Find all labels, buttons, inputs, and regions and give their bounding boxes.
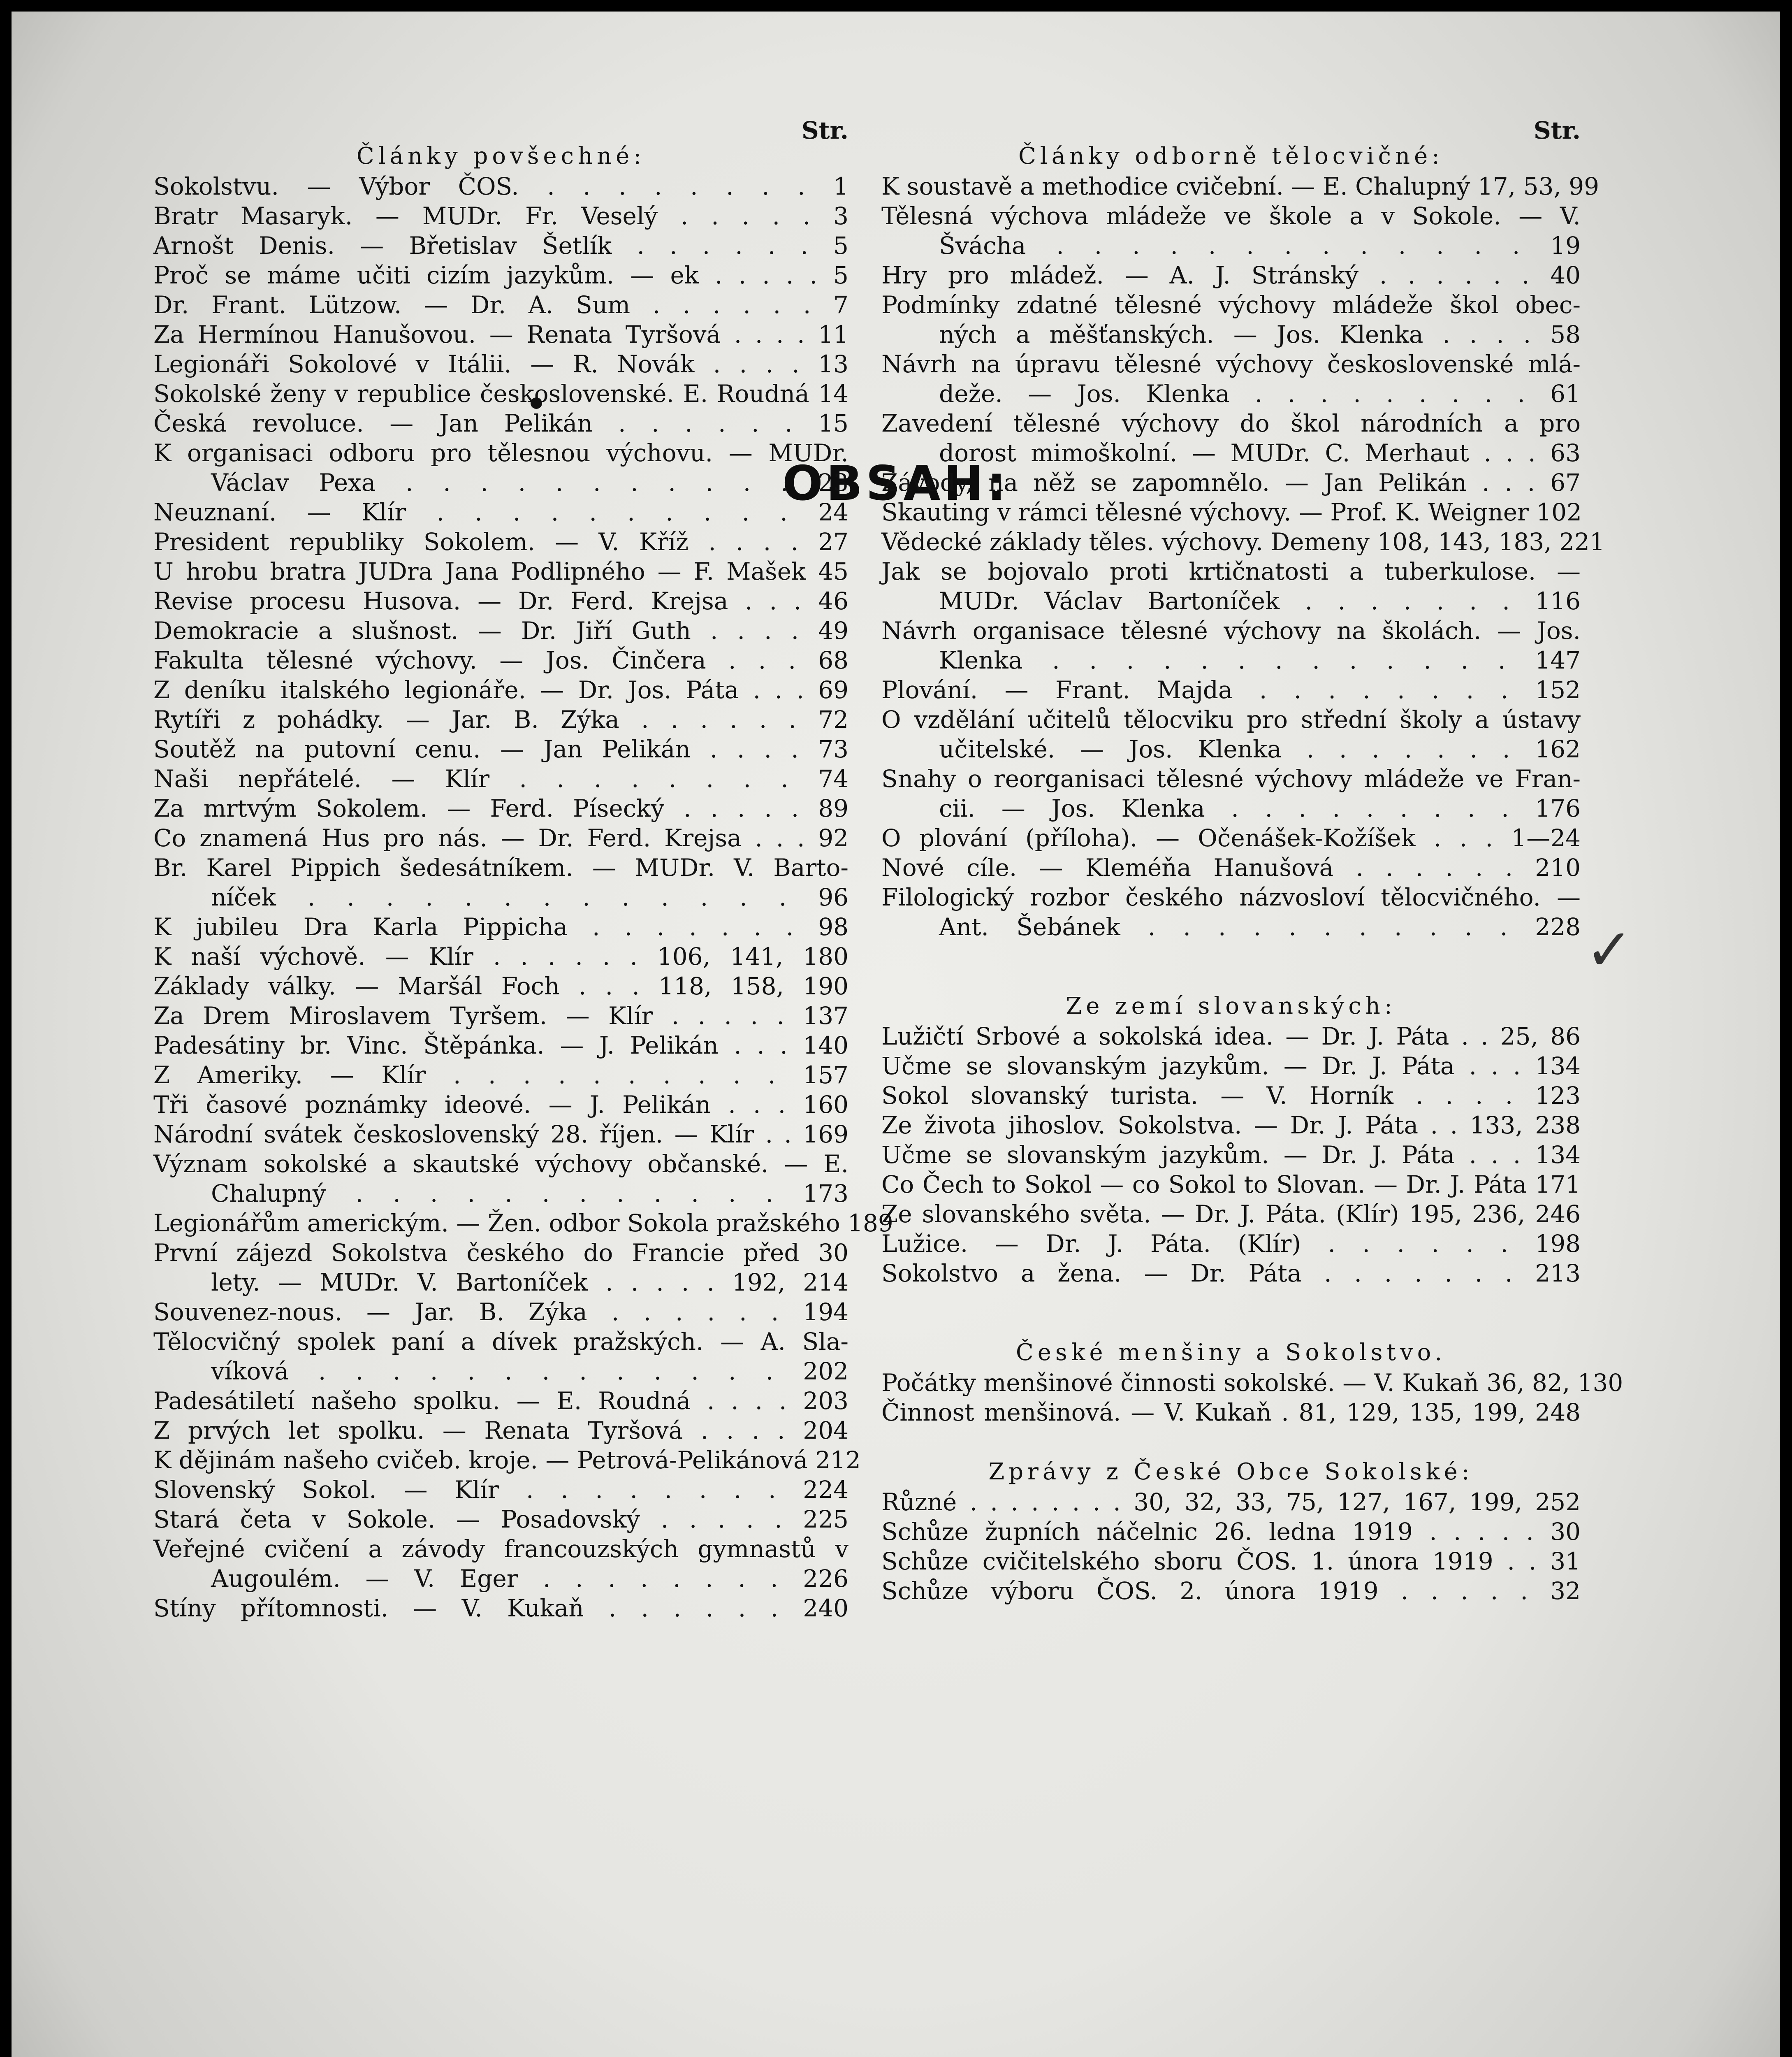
toc-entry: Tělocvičný spolek paní a dívek pražských. — A. Sla- <box>153 1328 848 1356</box>
toc-entry: President republiky Sokolem. — V. Kříž . . . . 27 <box>153 528 848 556</box>
toc-entry: Stará četa v Sokole. — Posadovský . . . . . 225 <box>153 1505 848 1533</box>
toc-entry: Sokolstvo a žena. — Dr. Páta . . . . . . . 213 <box>881 1259 1581 1287</box>
toc-entry: Demokracie a slušnost. — Dr. Jiří Guth . . . . 49 <box>153 617 848 645</box>
toc-entry: Sokolstvu. — Výbor ČOS. . . . . . . . . 1 <box>153 172 848 200</box>
toc-entry: Podmínky zdatné tělesné výchovy mládeže škol obec- <box>881 291 1581 319</box>
toc-entry: Naši nepřátelé. — Klír . . . . . . . . 74 <box>153 765 848 793</box>
toc-entry-continued: Chalupný . . . . . . . . . . . . 173 <box>211 1179 848 1207</box>
toc-entry: Co znamená Hus pro nás. — Dr. Ferd. Krejsa . . . 92 <box>153 824 848 852</box>
toc-list-slavic <box>881 1022 1581 1288</box>
toc-entry: Za Hermínou Hanušovou. — Renata Tyršová . . . . 11 <box>153 320 848 348</box>
toc-entry: K naší výchově. — Klír . . . . . . 106, 141, 180 <box>153 943 848 970</box>
toc-entry: Souvenez-nous. — Jar. B. Zýka . . . . . . 194 <box>153 1298 848 1326</box>
toc-entry: Učme se slovanským jazykům. — Dr. J. Páta . . . 134 <box>881 1141 1581 1169</box>
toc-entry: Rytíři z pohádky. — Jar. B. Zýka . . . . . . 72 <box>153 706 848 734</box>
toc-entry: Revise procesu Husova. — Dr. Ferd. Krejsa . . . 46 <box>153 587 848 615</box>
toc-entry-continued: Klenka . . . . . . . . . . . . . 147 <box>939 646 1581 674</box>
toc-entry: Dr. Frant. Lützow. — Dr. A. Sum . . . . . . 7 <box>153 291 848 319</box>
toc-entry-continued: ných a měšťanských. — Jos. Klenka . . . . 58 <box>939 320 1581 348</box>
toc-entry: Za mrtvým Sokolem. — Ferd. Písecký . . . . . 89 <box>153 794 848 822</box>
toc-entry: Slovenský Sokol. — Klír . . . . . . . . 224 <box>153 1476 848 1504</box>
toc-entry: Návrh organisace tělesné výchovy na školách. — Jos. <box>881 617 1581 645</box>
toc-entry-continued: Švácha . . . . . . . . . . . . . 19 <box>939 232 1581 260</box>
toc-entry: Za Drem Miroslavem Tyršem. — Klír . . . . . 137 <box>153 1002 848 1030</box>
toc-entry: Stíny přítomnosti. — V. Kukaň . . . . . . 240 <box>153 1594 848 1622</box>
toc-entry: Legionáři Sokolové v Itálii. — R. Novák . . . . 13 <box>153 350 848 378</box>
toc-entry: Bratr Masaryk. — MUDr. Fr. Veselý . . . . . 3 <box>153 202 848 230</box>
toc-list-minorities <box>881 1368 1623 1427</box>
toc-entry: První zájezd Sokolstva českého do Francie před 30 <box>153 1239 848 1267</box>
section-heading: České menšiny a Sokolstvo. <box>1015 1339 1447 1366</box>
right-column <box>881 12 1623 1606</box>
toc-entry: Snahy o reorganisaci tělesné výchovy mládeže ve Fran- <box>881 765 1581 793</box>
toc-entry: K soustavě a methodice cvičební. — E. Chalupný 17, 53, 99 <box>881 172 1600 200</box>
toc-entry-continued: Augoulém. — V. Eger . . . . . . . . 226 <box>211 1565 848 1593</box>
page-number-header-right: Str. <box>1533 116 1581 144</box>
toc-list-general <box>153 172 893 1623</box>
toc-entry: Počátky menšinové činnosti sokolské. — V. Kukaň 36, 82, 130 <box>881 1369 1623 1397</box>
scanned-page <box>12 12 1780 2057</box>
toc-entry: Arnošt Denis. — Břetislav Šetlík . . . . . . 5 <box>153 232 848 260</box>
toc-entry: Schůze výboru ČOS. 2. února 1919 . . . . . 32 <box>881 1577 1581 1605</box>
toc-entry-continued: lety. — MUDr. V. Bartoníček . . . . . 192, 214 <box>211 1268 848 1296</box>
toc-entry: Soutěž na putovní cenu. — Jan Pelikán . . . . 73 <box>153 735 848 763</box>
toc-entry: Vědecké základy těles. výchovy. Demeny 108, 143, 183, 221 <box>881 528 1605 556</box>
toc-entry: Schůze župních náčelnic 26. ledna 1919 . . . . . 30 <box>881 1518 1581 1546</box>
toc-entry: K organisaci odboru pro tělesnou výchovu. — MUDr. <box>153 439 848 467</box>
toc-entry: Z deníku italského legionáře. — Dr. Jos. Páta . . . 69 <box>153 676 848 704</box>
toc-list-technical <box>881 172 1605 942</box>
toc-entry: Z Ameriky. — Klír . . . . . . . . . . 157 <box>153 1061 848 1089</box>
toc-list-reports <box>881 1487 1581 1606</box>
page-title: OBSAH: <box>782 456 1009 511</box>
toc-entry-continued: dorost mimoškolní. — MUDr. C. Merhaut . . . 63 <box>939 439 1581 467</box>
toc-entry: Z prvých let spolku. — Renata Tyršová . . . . 204 <box>153 1416 848 1444</box>
toc-entry: Návrh na úpravu tělesné výchovy československé mlá- <box>881 350 1581 378</box>
toc-entry: Základy války. — Maršál Foch . . . 118, 158, 190 <box>153 972 848 1000</box>
toc-entry: Tři časové poznámky ideové. — J. Pelikán . . . 160 <box>153 1091 848 1119</box>
toc-entry: Národní svátek československý 28. říjen. — Klír . . 169 <box>153 1120 848 1148</box>
toc-entry: Skauting v rámci tělesné výchovy. — Prof. K. Weigner 102 <box>881 498 1582 526</box>
toc-entry: Ze života jihoslov. Sokolstva. — Dr. J. Páta . . 133, 238 <box>881 1111 1581 1139</box>
toc-entry: Plování. — Frant. Majda . . . . . . . . 152 <box>881 676 1581 704</box>
toc-entry: Hry pro mládež. — A. J. Stránský . . . . . . 40 <box>881 261 1581 289</box>
toc-entry: Česká revoluce. — Jan Pelikán . . . . . . 15 <box>153 409 848 437</box>
toc-entry: Závody, na něž se zapomnělo. — Jan Pelikán . . . 67 <box>881 469 1581 497</box>
toc-entry: Sokol slovanský turista. — V. Horník . . . . 123 <box>881 1082 1581 1110</box>
toc-entry-continued: níček . . . . . . . . . . . . . 96 <box>211 883 848 911</box>
toc-entry: Neuznaní. — Klír . . . . . . . . . . 24 <box>153 498 848 526</box>
toc-entry-continued: Václav Pexa . . . . . . . . . . . 23 <box>211 469 848 497</box>
toc-entry: Lužice. — Dr. J. Páta. (Klír) . . . . . . 198 <box>881 1230 1581 1258</box>
toc-entry: K dějinám našeho cvičeb. kroje. — Petrová-Pelikánová 212 <box>153 1446 861 1474</box>
toc-entry: Filologický rozbor českého názvosloví tělocvičného. — <box>881 883 1581 911</box>
toc-entry: Zavedení tělesné výchovy do škol národních a pro <box>881 409 1581 437</box>
toc-entry: Br. Karel Pippich šedesátníkem. — MUDr. V. Barto- <box>153 854 848 882</box>
toc-entry: Schůze cvičitelského sboru ČOS. 1. února 1919 . . 31 <box>881 1547 1581 1575</box>
pencil-check-mark: ✓ <box>1585 917 1634 984</box>
toc-entry: Legionářům americkým. — Žen. odbor Sokola pražského 189 <box>153 1209 893 1237</box>
page-number-header-left: Str. <box>801 116 848 144</box>
toc-entry: Jak se bojovalo proti krtičnatosti a tuberkulose. — <box>881 557 1581 585</box>
section-heading: Články povšechné: <box>356 143 646 169</box>
toc-entry: Význam sokolské a skautské výchovy občanské. — E. <box>153 1150 848 1178</box>
toc-entry: Tělesná výchova mládeže ve škole a v Sokole. — V. <box>881 202 1581 230</box>
toc-entry: U hrobu bratra JUDra Jana Podlipného — F. Mašek 45 <box>153 557 848 585</box>
toc-entry: K jubileu Dra Karla Pippicha . . . . . . . 98 <box>153 913 848 941</box>
toc-entry: Lužičtí Srbové a sokolská idea. — Dr. J. Páta . . 25, 86 <box>881 1022 1581 1050</box>
toc-entry: Veřejné cvičení a závody francouzských gymnastů v <box>153 1535 848 1563</box>
toc-entry-continued: Ant. Šebánek . . . . . . . . . . . 228 <box>939 913 1581 941</box>
toc-entry: O plování (příloha). — Očenášek-Kožíšek . . . 1—24 <box>881 824 1581 852</box>
section-heading: Články odborně tělocvičné: <box>1018 143 1444 169</box>
toc-entry-continued: MUDr. Václav Bartoníček . . . . . . . 116 <box>939 587 1581 615</box>
toc-entry-continued: učitelské. — Jos. Klenka . . . . . . . 162 <box>939 735 1581 763</box>
toc-entry: Padesátiny br. Vinc. Štěpánka. — J. Pelikán . . . 140 <box>153 1031 848 1059</box>
toc-entry: Nové cíle. — Kleméňa Hanušová . . . . . . 210 <box>881 854 1581 882</box>
toc-entry: Sokolské ženy v republice československé. E. Roudná 14 <box>153 380 848 408</box>
toc-entry: Padesátiletí našeho spolku. — E. Roudná . . . . 203 <box>153 1387 848 1415</box>
toc-entry-continued: cii. — Jos. Klenka . . . . . . . . . 176 <box>939 794 1581 822</box>
toc-entry: Učme se slovanským jazykům. — Dr. J. Páta . . . 134 <box>881 1052 1581 1080</box>
left-column <box>153 12 893 1623</box>
section-heading: Zprávy z České Obce Sokolské: <box>988 1458 1474 1485</box>
toc-entry: Ze slovanského světa. — Dr. J. Páta. (Klír) 195, 236, 246 <box>881 1200 1581 1228</box>
section-heading: Ze zemí slovanských: <box>1066 993 1396 1019</box>
toc-entry: Co Čech to Sokol — co Sokol to Slovan. — Dr. J. Páta 171 <box>881 1170 1581 1198</box>
toc-entry-continued: deže. — Jos. Klenka . . . . . . . . . 61 <box>939 380 1581 408</box>
toc-entry: Proč se máme učiti cizím jazykům. — ek . . . . . 5 <box>153 261 848 289</box>
toc-entry: Různé . . . . . . . . 30, 32, 33, 75, 127, 167, 199, 252 <box>881 1488 1581 1516</box>
toc-entry: Činnost menšinová. — V. Kukaň . 81, 129, 135, 199, 248 <box>881 1398 1581 1426</box>
toc-entry: Fakulta tělesné výchovy. — Jos. Činčera . . . 68 <box>153 646 848 674</box>
toc-entry-continued: víková . . . . . . . . . . . . . 202 <box>211 1357 848 1385</box>
toc-entry: O vzdělání učitelů tělocviku pro střední školy a ústavy <box>881 706 1581 734</box>
